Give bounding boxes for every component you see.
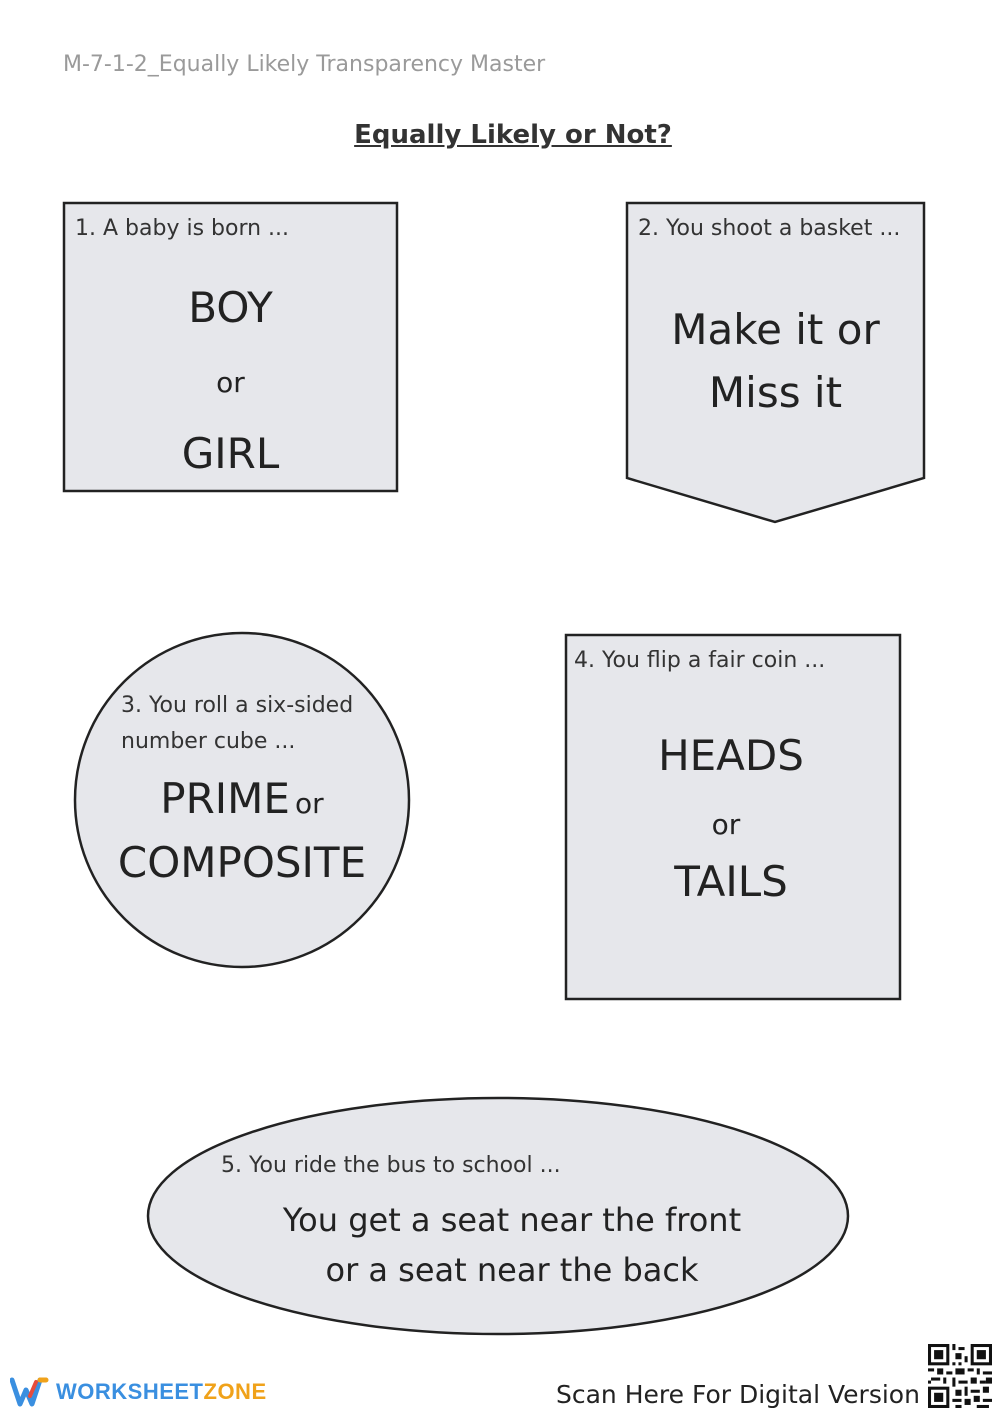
card-3-prompt-line-2: number cube ... — [121, 729, 296, 754]
card-3-option-1: PRIME — [160, 774, 290, 823]
card-4-option-1: HEADS — [658, 731, 804, 780]
card-5-line-2: or a seat near the back — [325, 1251, 699, 1289]
card-3-option-2: COMPOSITE — [117, 838, 367, 887]
card-2-prompt: 2. You shoot a basket ... — [638, 216, 901, 241]
logo-text-zone: ZONE — [203, 1379, 267, 1404]
card-3-option-1-row — [75, 774, 409, 823]
card-1-option-1: BOY — [188, 283, 273, 332]
logo-text — [56, 1379, 267, 1405]
card-1-prompt: 1. A baby is born ... — [75, 216, 290, 241]
card-1-connector: or — [216, 366, 245, 399]
card-4-prompt: 4. You flip a fair coin ... — [574, 648, 826, 673]
logo-w-icon — [10, 1376, 50, 1408]
card-5-prompt: 5. You ride the bus to school ... — [221, 1153, 561, 1178]
card-4-option-2: TAILS — [674, 857, 788, 906]
page-title: Equally Likely or Not? — [354, 120, 672, 150]
card-3-prompt-line-1: 3. You roll a six-sided — [121, 693, 354, 718]
card-2-shape — [627, 203, 924, 522]
card-1-option-2: GIRL — [181, 429, 280, 478]
card-3-connector: or — [295, 787, 324, 820]
scan-instruction: Scan Here For Digital Version — [556, 1380, 920, 1409]
worksheetzone-logo[interactable] — [10, 1376, 267, 1408]
logo-text-worksheet: WORKSHEET — [56, 1379, 204, 1404]
card-2-line-2: Miss it — [708, 368, 843, 417]
document-code: M-7-1-2_Equally Likely Transparency Master — [63, 52, 546, 77]
qr-code-icon[interactable] — [928, 1344, 992, 1408]
card-5-line-1: You get a seat near the front — [282, 1201, 742, 1239]
card-2-line-1: Make it or — [671, 305, 880, 354]
card-4-connector: or — [711, 808, 741, 841]
